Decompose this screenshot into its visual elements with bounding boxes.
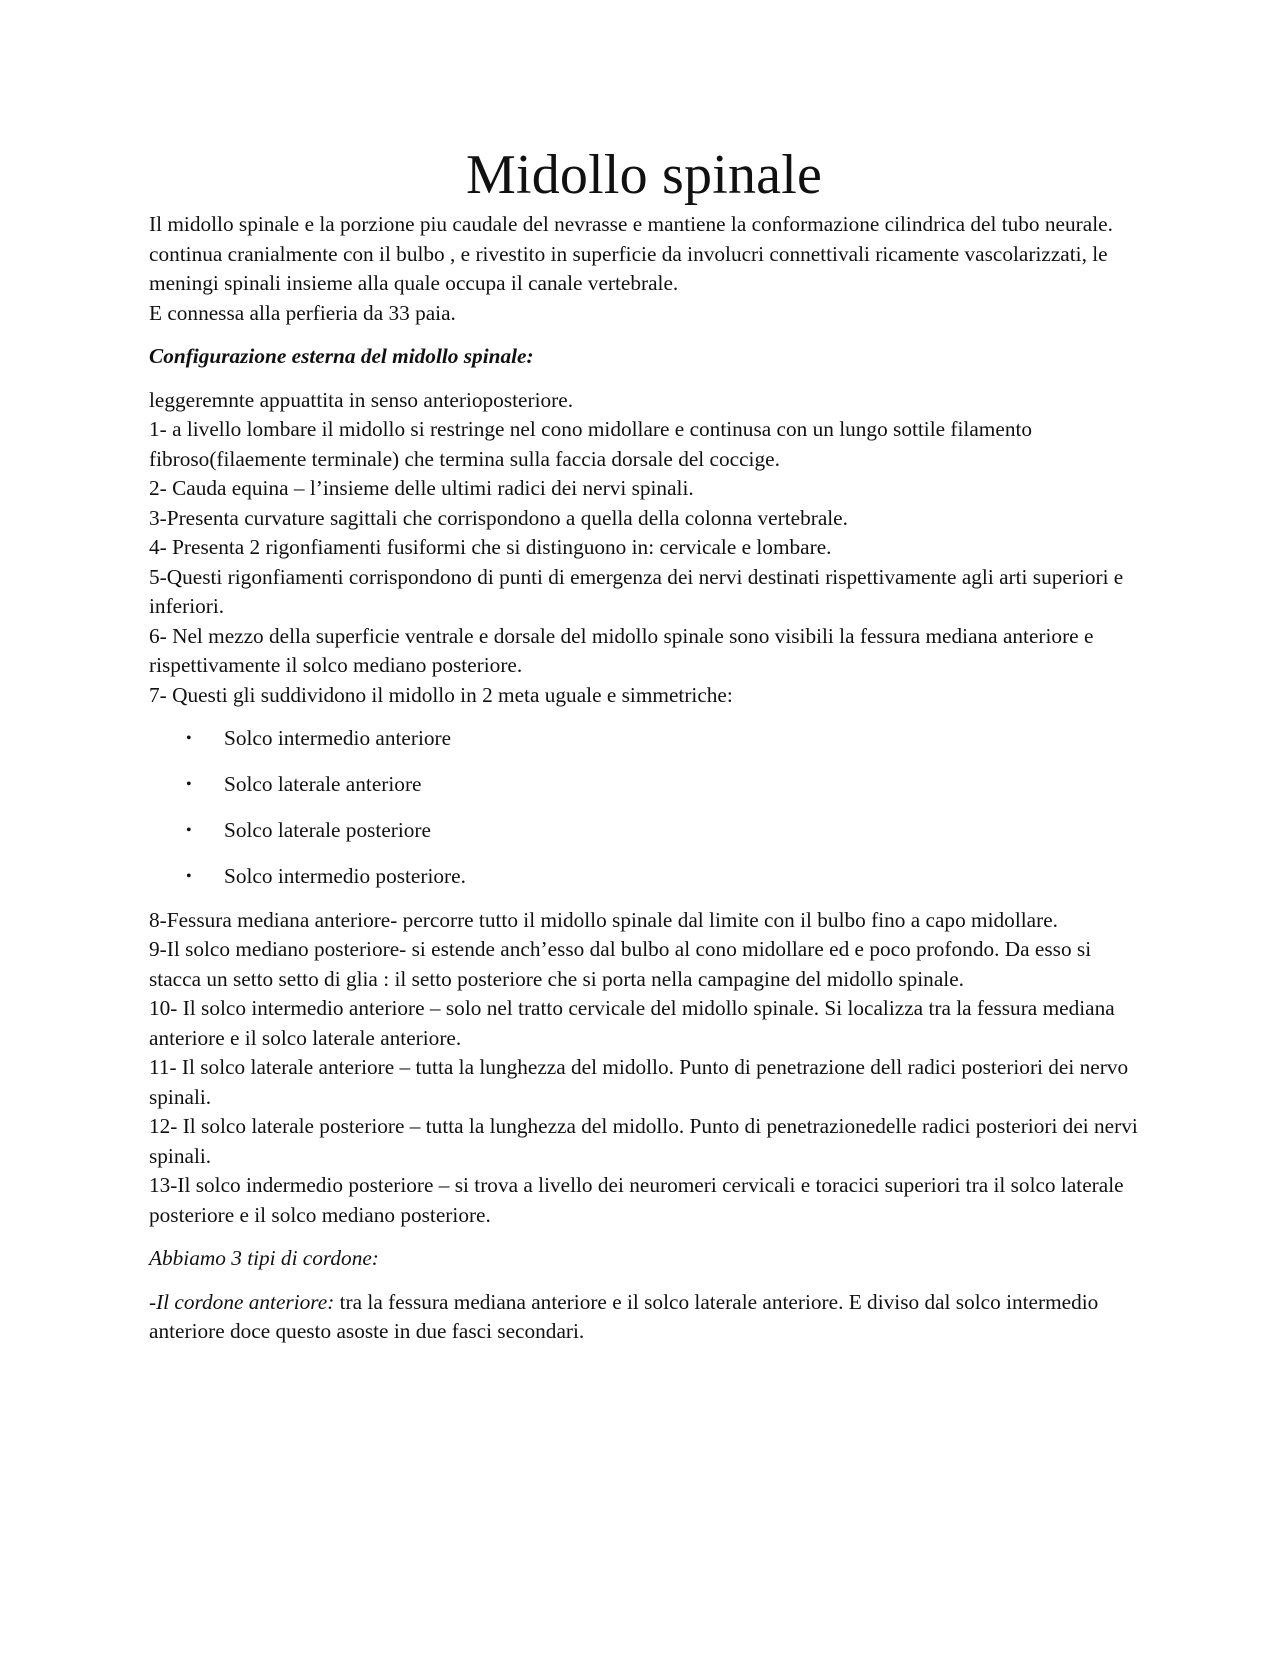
bullet-text: Solco laterale posteriore <box>224 818 431 842</box>
list-item: 7- Questi gli suddividono il midollo in 2 meta uguale e simmetriche: <box>149 682 733 707</box>
list-item: 12- Il solco laterale posteriore – tutta la lunghezza del midollo. Punto di penetrazionedelle radici posteriori dei nervi spinali. <box>149 1114 1138 1168</box>
list-item: 9-Il solco mediano posteriore- si estende anch’esso dal bulbo al cono midollare ed e poco profondo. Da esso si stacca un setto setto di glia : il setto posteriore che si porta nella campagine del midollo spinale. <box>149 937 1092 991</box>
bullet-item <box>149 724 1139 754</box>
intro-block <box>149 210 1139 328</box>
bullet-icon: • <box>186 822 192 839</box>
intro-paragraph: E connessa alla perfieria da 33 paia. <box>149 300 456 325</box>
list-item: 8-Fessura mediana anteriore- percorre tutto il midollo spinale dal limite con il bulbo fino a capo midollare. <box>149 907 1058 932</box>
page-title: Midollo spinale <box>465 144 823 206</box>
list-item: 4- Presenta 2 rigonfiamenti fusiformi che si distinguono in: cervicale e lombare. <box>149 535 832 559</box>
list-item: 3-Presenta curvature sagittali che corrispondono a quella della colonna vertebrale. <box>149 505 848 530</box>
list-item: 1- a livello lombare il midollo si restringe nel cono midollare e continusa con un lungo sottile filamento fibroso(filaemente terminale) che termina sulla faccia dorsale del coccige. <box>149 417 1033 471</box>
bullet-text: Solco intermedio posteriore. <box>224 864 466 888</box>
bullet-icon: • <box>186 776 192 793</box>
intro-paragraph: continua cranialmente con il bulbo , e rivestito in superficie da involucri connettivali ricamente vascolarizzati, le meningi spinali insieme alla quale occupa il canale vertebrale. <box>149 241 1108 295</box>
bullet-text: Solco intermedio anteriore <box>224 726 452 750</box>
intro-paragraph: Il midollo spinale e la porzione piu caudale del nevrasse e mantiene la conformazione cilindrica del tubo neurale. <box>149 212 1113 236</box>
bullet-icon: • <box>186 730 192 747</box>
list-item: 6- Nel mezzo della superficie ventrale e dorsale del midollo spinale sono visibili la fessura mediana anteriore e rispettivamente il solco mediano posteriore. <box>149 623 1094 677</box>
solchi-bullet-list <box>149 724 1139 892</box>
configurazione-list <box>149 386 1139 711</box>
bullet-item <box>149 770 1139 800</box>
bullet-item <box>149 816 1139 846</box>
cordone-prefix: - <box>149 1289 157 1314</box>
bullet-item <box>149 862 1139 892</box>
list-item: leggeremnte appuattita in senso anterioposteriore. <box>149 387 574 412</box>
document-page <box>149 140 1139 1347</box>
list-item: 10- Il solco intermedio anteriore – solo nel tratto cervicale del midollo spinale. Si localizza tra la fessura mediana anteriore e il solco laterale anteriore. <box>149 996 1115 1050</box>
list-item: 11- Il solco laterale anteriore – tutta la lunghezza del midollo. Punto di penetrazione dell radici posteriori dei nervo spinali. <box>149 1055 1129 1109</box>
solchi-description-list <box>149 906 1139 1231</box>
section-heading-cordone: Abbiamo 3 tipi di cordone: <box>149 1246 379 1270</box>
list-item: 2- Cauda equina – l’insieme delle ultimi radici dei nervi spinali. <box>149 476 694 500</box>
bullet-icon: • <box>186 868 192 885</box>
list-item: 13-Il solco indermedio posteriore – si trova a livello dei neuromeri cervicali e toracici superiori tra il solco laterale posteriore e il solco mediano posteriore. <box>149 1173 1124 1227</box>
list-item: 5-Questi rigonfiamenti corrispondono di punti di emergenza dei nervi destinati rispettivamente agli arti superiori e inferiori. <box>149 564 1124 618</box>
section-heading-configurazione: Configurazione esterna del midollo spinale: <box>149 344 534 368</box>
bullet-text: Solco laterale anteriore <box>224 772 422 796</box>
cordone-anteriore-paragraph <box>149 1288 1139 1347</box>
cordone-label: Il cordone anteriore: <box>156 1289 335 1314</box>
cordone-text: tra la fessura mediana anteriore e il solco laterale anteriore. E diviso dal solco intermedio anteriore doce questo asoste in due fasci secondari. <box>149 1289 1099 1343</box>
